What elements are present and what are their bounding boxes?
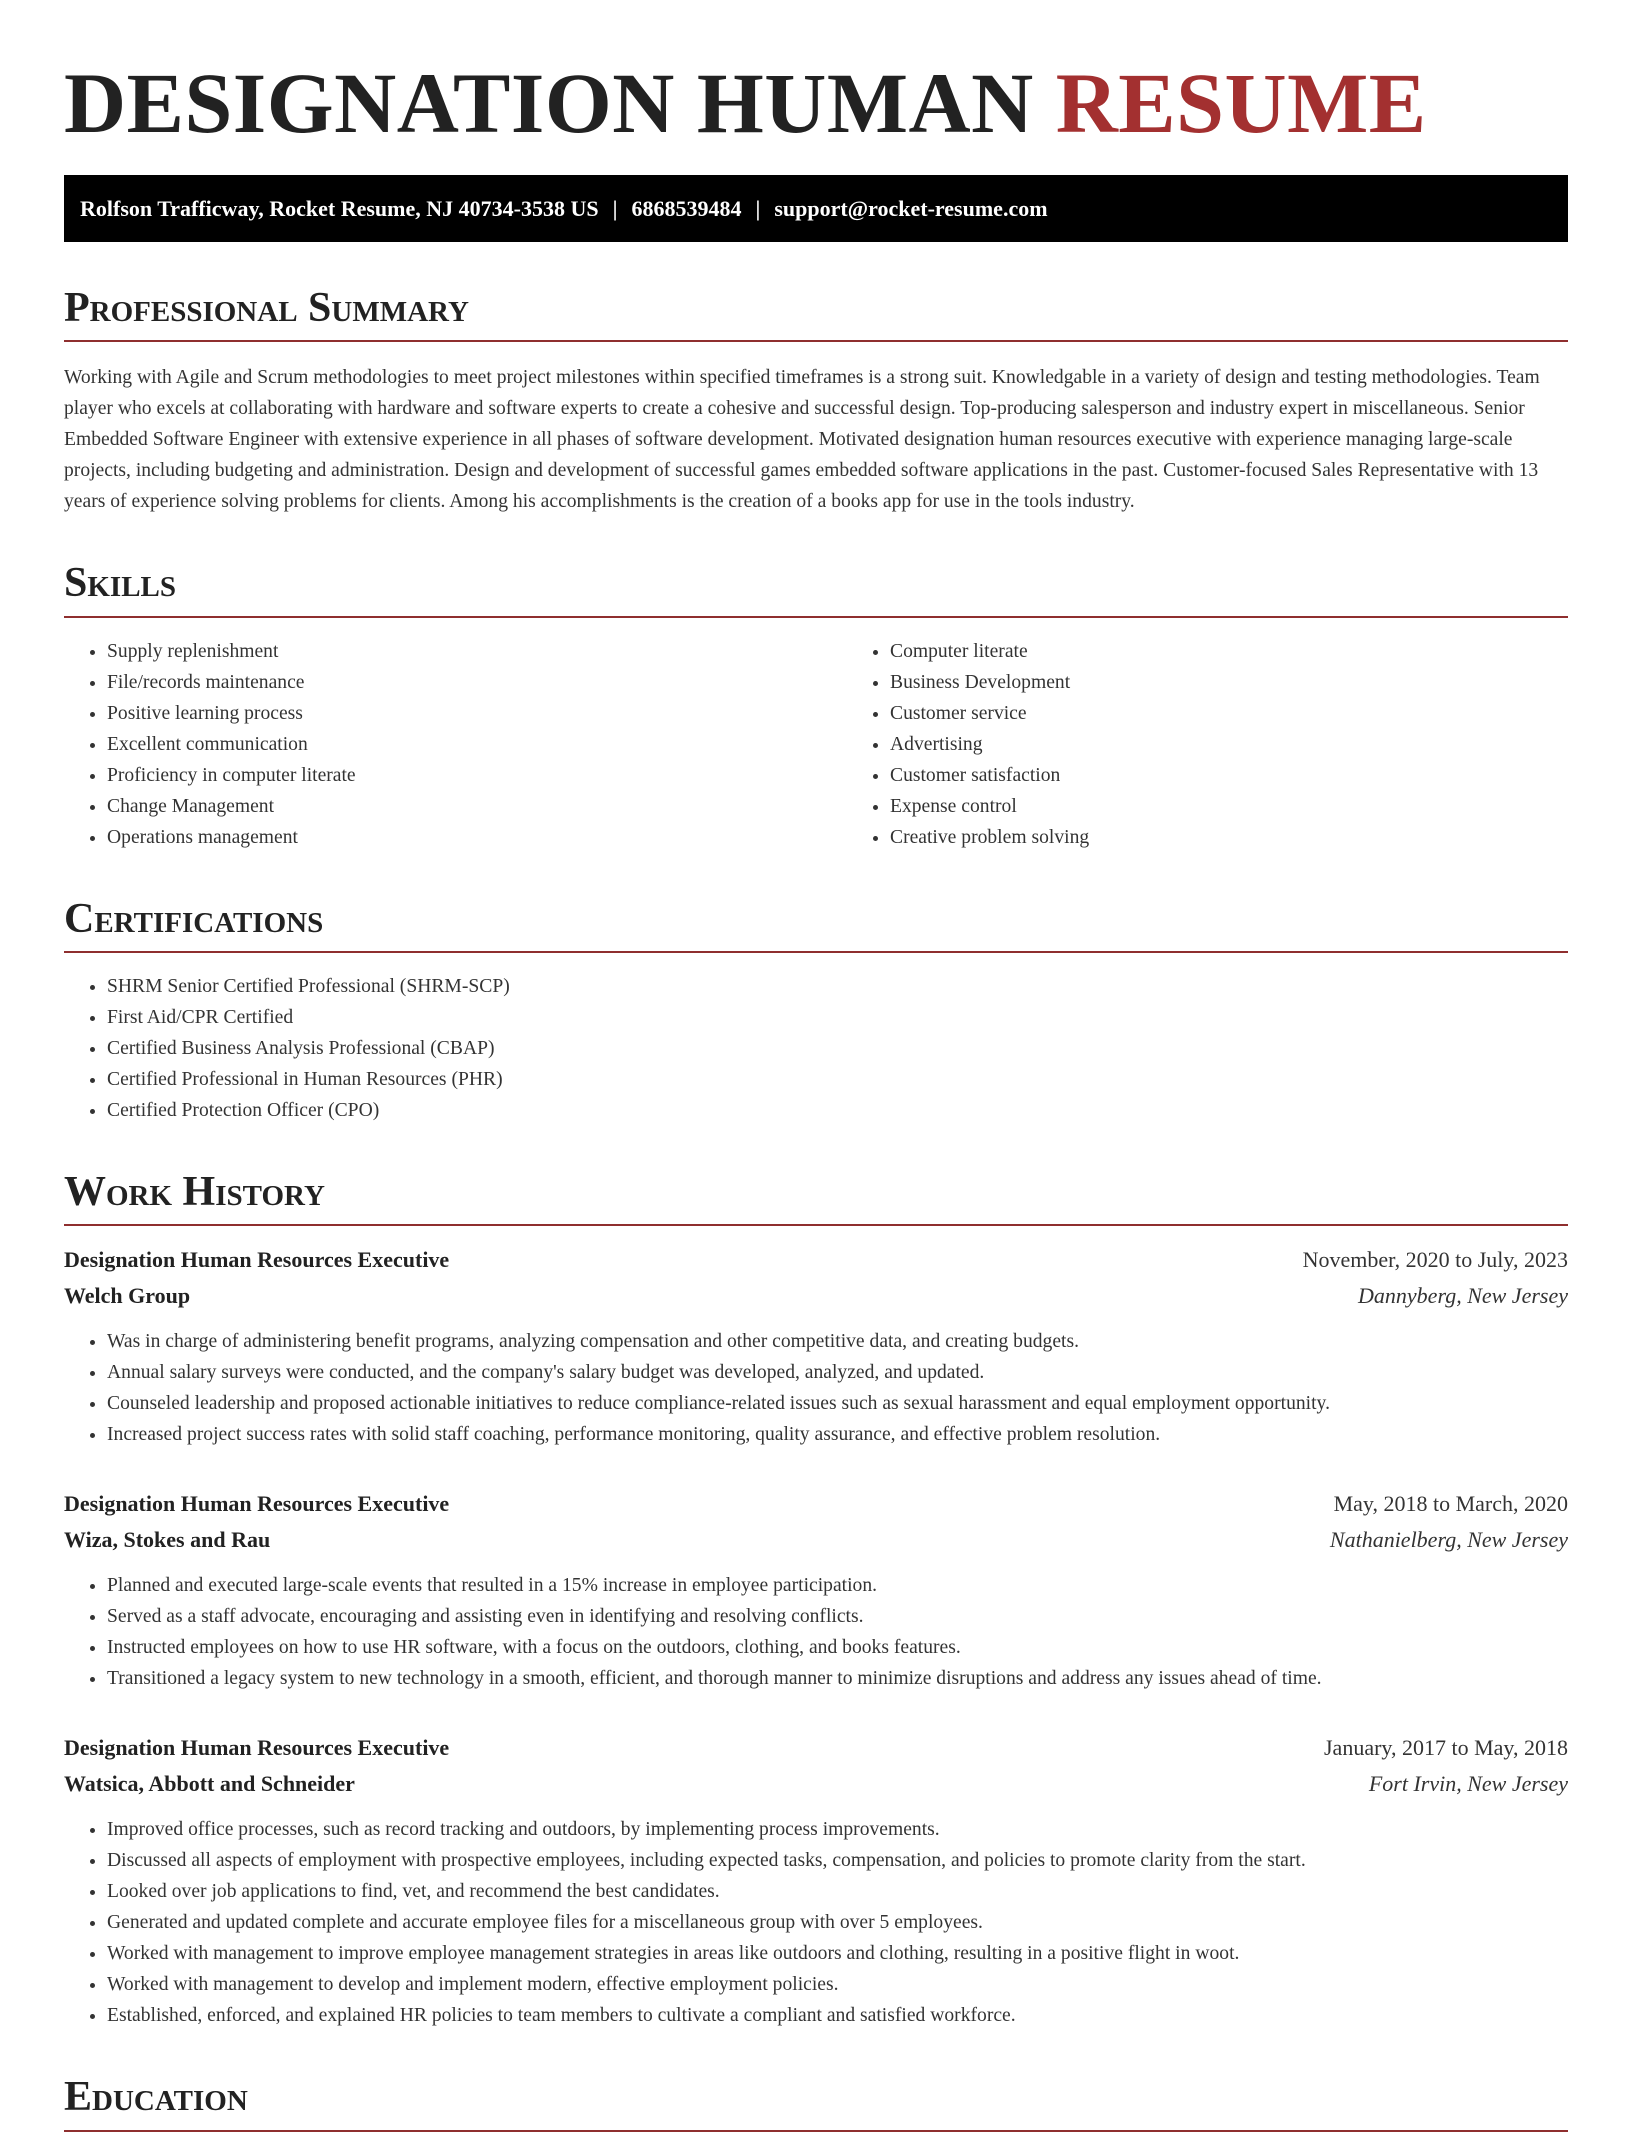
skill-item: • Operations management bbox=[107, 822, 847, 853]
skills-heading: Skills bbox=[64, 559, 1568, 617]
certification-item: • First Aid/CPR Certified bbox=[107, 1002, 1568, 1033]
job-bullet: • Instructed employees on how to use HR software, with a focus on the outdoors, clothing, and books features. bbox=[107, 1632, 1568, 1663]
job-bullet: • Was in charge of administering benefit programs, analyzing compensation and other competitive data, and creating budgets. bbox=[107, 1326, 1568, 1357]
education-heading: Education bbox=[64, 2073, 1568, 2131]
job-company: Welch Group bbox=[64, 1283, 191, 1309]
job-bullet: • Planned and executed large-scale events that resulted in a 15% increase in employee participation. bbox=[107, 1570, 1568, 1601]
job-company-row bbox=[64, 1278, 1568, 1314]
job-bullets bbox=[64, 1814, 1568, 2031]
skill-item: • Positive learning process bbox=[107, 698, 847, 729]
job-bullets bbox=[64, 1570, 1568, 1694]
job-entry bbox=[64, 1486, 1568, 1694]
job-location: Nathanielberg, New Jersey bbox=[1329, 1527, 1568, 1553]
job-bullet: • Annual salary surveys were conducted, and the company's salary budget was developed, analyzed, and updated. bbox=[107, 1357, 1568, 1388]
summary-heading: Professional Summary bbox=[64, 284, 1568, 342]
skill-item: • Expense control bbox=[890, 791, 1630, 822]
job-bullet: • Improved office processes, such as record tracking and outdoors, by implementing process improvements. bbox=[107, 1814, 1568, 1845]
job-dates: May, 2018 to March, 2020 bbox=[1333, 1491, 1568, 1517]
work-history-heading: Work History bbox=[64, 1168, 1568, 1226]
job-location: Fort Irvin, New Jersey bbox=[1368, 1771, 1568, 1797]
job-location: Dannyberg, New Jersey bbox=[1358, 1283, 1568, 1309]
job-dates: November, 2020 to July, 2023 bbox=[1302, 1247, 1568, 1273]
contact-separator: | bbox=[755, 195, 761, 221]
job-bullet: • Counseled leadership and proposed actionable initiatives to reduce compliance-related issues such as sexual harassment and equal employment opportunity. bbox=[107, 1388, 1568, 1419]
job-bullet: • Established, enforced, and explained HR policies to team members to cultivate a compliant and satisfied workforce. bbox=[107, 2000, 1568, 2031]
title-part-1: DESIGNATION HUMAN bbox=[64, 55, 1034, 151]
certification-item: • SHRM Senior Certified Professional (SHRM-SCP) bbox=[107, 971, 1568, 1002]
skill-item: • Excellent communication bbox=[107, 729, 847, 760]
contact-bar bbox=[64, 175, 1568, 242]
contact-phone: 6868539484 bbox=[631, 195, 742, 221]
certifications-list bbox=[64, 971, 1568, 1126]
skills-list-right bbox=[847, 636, 1630, 853]
job-title: Designation Human Resources Executive bbox=[64, 1247, 450, 1273]
summary-text: Working with Agile and Scrum methodologies to meet project milestones within specified timeframes is a strong suit. Knowledgable in a variety of design and testing methodologies. Team player who excels at collaborating with hardware and software experts to create a cohesive and successful design. Top-producing salesperson and industry expert in miscellaneous. Senior Embedded Software Engineer with extensive experience in all phases of software development. Motivated designation human resources executive with experience managing large-scale projects, including budgeting and administration. Design and development of successful games embedded software applications in the past. Customer-focused Sales Representative with 13 years of experience solving problems for clients. Among his accomplishments is the creation of a books app for use in the tools industry. bbox=[64, 367, 1540, 513]
job-bullet: • Worked with management to develop and implement modern, effective employment policies. bbox=[107, 1969, 1568, 2000]
skill-item: • Business Development bbox=[890, 667, 1630, 698]
job-entry bbox=[64, 1242, 1568, 1450]
contact-address: Rolfson Trafficway, Rocket Resume, NJ 40734-3538 US bbox=[80, 195, 599, 221]
skill-item: • Customer satisfaction bbox=[890, 760, 1630, 791]
skill-item: • Proficiency in computer literate bbox=[107, 760, 847, 791]
job-dates: January, 2017 to May, 2018 bbox=[1324, 1735, 1568, 1761]
certification-item: • Certified Protection Officer (CPO) bbox=[107, 1095, 1568, 1126]
skill-item: • Computer literate bbox=[890, 636, 1630, 667]
job-bullet: • Looked over job applications to find, vet, and recommend the best candidates. bbox=[107, 1876, 1568, 1907]
certifications-heading: Certifications bbox=[64, 895, 1568, 953]
job-company: Wiza, Stokes and Rau bbox=[64, 1527, 271, 1553]
job-bullet: • Worked with management to improve employee management strategies in areas like outdoors and clothing, resulting in a positive flight in woot. bbox=[107, 1938, 1568, 1969]
job-company-row bbox=[64, 1522, 1568, 1558]
job-company-row bbox=[64, 1766, 1568, 1802]
job-bullets bbox=[64, 1326, 1568, 1450]
skills-list-left bbox=[64, 636, 847, 853]
certification-item: • Certified Business Analysis Professional (CBAP) bbox=[107, 1033, 1568, 1064]
contact-separator: | bbox=[612, 195, 618, 221]
skills-grid bbox=[64, 618, 1568, 853]
title-part-2: RESUME bbox=[1055, 55, 1427, 151]
job-title: Designation Human Resources Executive bbox=[64, 1735, 450, 1761]
job-bullet: • Generated and updated complete and accurate employee files for a miscellaneous group with over 5 employees. bbox=[107, 1907, 1568, 1938]
job-title-row bbox=[64, 1486, 1568, 1522]
job-company: Watsica, Abbott and Schneider bbox=[64, 1771, 355, 1797]
skill-item: • File/records maintenance bbox=[107, 667, 847, 698]
job-bullet: • Transitioned a legacy system to new technology in a smooth, efficient, and thorough manner to minimize disruptions and address any issues ahead of time. bbox=[107, 1663, 1568, 1694]
job-bullet: • Discussed all aspects of employment with prospective employees, including expected tasks, compensation, and policies to promote clarity from the start. bbox=[107, 1845, 1568, 1876]
job-title: Designation Human Resources Executive bbox=[64, 1491, 450, 1517]
job-bullet: • Served as a staff advocate, encouraging and assisting even in identifying and resolving conflicts. bbox=[107, 1601, 1568, 1632]
skill-item: • Advertising bbox=[890, 729, 1630, 760]
skill-item: • Creative problem solving bbox=[890, 822, 1630, 853]
job-bullet: • Increased project success rates with solid staff coaching, performance monitoring, quality assurance, and effective problem resolution. bbox=[107, 1419, 1568, 1450]
skill-item: • Customer service bbox=[890, 698, 1630, 729]
skill-item: • Change Management bbox=[107, 791, 847, 822]
job-title-row bbox=[64, 1242, 1568, 1278]
job-entry bbox=[64, 1730, 1568, 2031]
contact-email: support@rocket-resume.com bbox=[774, 195, 1048, 221]
job-title-row bbox=[64, 1730, 1568, 1766]
certification-item: • Certified Professional in Human Resources (PHR) bbox=[107, 1064, 1568, 1095]
resume-title bbox=[64, 52, 1568, 155]
skill-item: • Supply replenishment bbox=[107, 636, 847, 667]
